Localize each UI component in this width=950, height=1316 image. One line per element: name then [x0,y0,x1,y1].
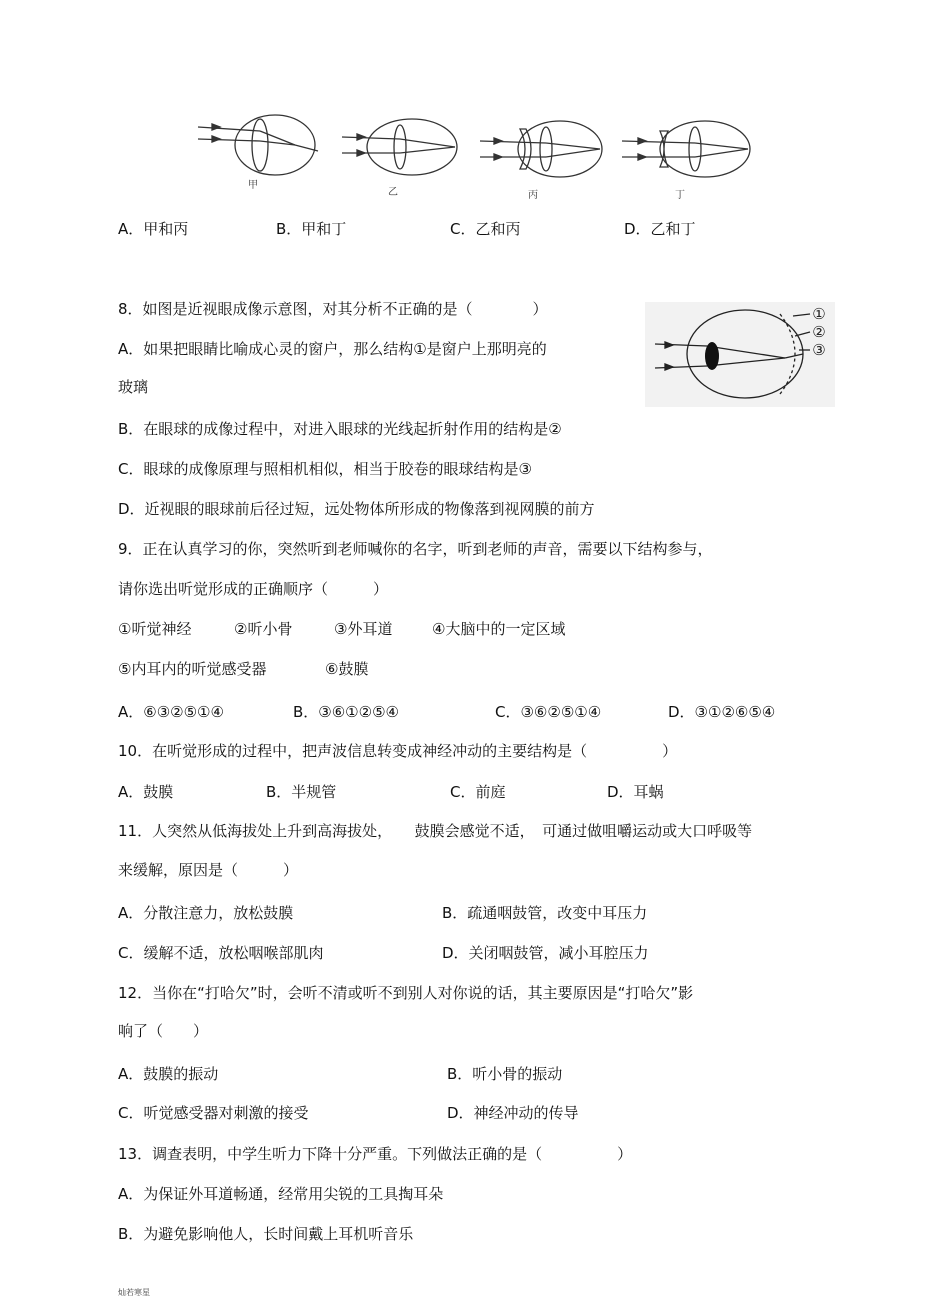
caption-bing: 丙 [528,190,538,200]
page-footer: 灿若寒星 [118,1288,150,1297]
eye-diagrams-figure [190,105,770,200]
q9-item-1: ①听觉神经 [118,620,192,638]
q9-option-d: D．③①②⑥⑤④ [668,703,776,721]
myopia-label-1: ① [812,305,826,323]
q13-option-b: B．为避免影响他人，长时间戴上耳机听音乐 [118,1225,414,1243]
q13-stem: 13．调查表明，中学生听力下降十分严重。下列做法正确的是（ ） [118,1145,633,1163]
q10-option-d: D．耳蜗 [607,783,664,801]
eye-diagram-ding [622,121,750,177]
myopia-eye-figure [645,302,835,407]
q10-option-c: C．前庭 [450,783,506,801]
eye-diagram-jia [198,115,318,175]
q9-item-3: ③外耳道 [334,620,393,638]
q12-option-c: C．听觉感受器对刺激的接受 [118,1104,309,1122]
q12-stem-line1: 12．当你在“打哈欠”时，会听不清或听不到别人对你说的话，其主要原因是“打哈欠”影 [118,984,694,1002]
q9-item-4: ④大脑中的一定区域 [432,620,566,638]
q7-option-a: A．甲和丙 [118,220,189,238]
q12-stem-line2: 响了（ ） [118,1022,209,1040]
q10-stem: 10．在听觉形成的过程中，把声波信息转变成神经冲动的主要结构是（ ） [118,742,678,760]
q7-option-d: D．乙和丁 [624,220,696,238]
myopia-label-2: ② [812,323,826,341]
q10-option-a: A．鼓膜 [118,783,174,801]
q12-option-b: B．听小骨的振动 [447,1065,563,1083]
q9-item-5: ⑤内耳内的听觉感受器 [118,660,267,678]
q12-option-a: A．鼓膜的振动 [118,1065,219,1083]
eye-diagram-bing [480,121,602,177]
q8-option-b: B．在眼球的成像过程中，对进入眼球的光线起折射作用的结构是② [118,420,562,438]
q9-stem-line2: 请你选出听觉形成的正确顺序（ ） [118,580,389,598]
q11-option-b: B．疏通咽鼓管，改变中耳压力 [442,904,648,922]
q9-option-b: B．③⑥①②⑤④ [293,703,399,721]
caption-ding: 丁 [675,190,685,200]
q9-option-a: A．⑥③②⑤①④ [118,703,224,721]
q8-option-d: D．近视眼的眼球前后径过短，远处物体所形成的物像落到视网膜的前方 [118,500,595,518]
q11-option-d: D．关闭咽鼓管，减小耳腔压力 [442,944,649,962]
eye-diagram-yi [342,119,457,175]
q10-option-b: B．半规管 [266,783,337,801]
caption-yi: 乙 [388,187,398,198]
q9-stem-line1: 9．正在认真学习的你，突然听到老师喊你的名字，听到老师的声音，需要以下结构参与， [118,540,713,558]
q8-option-a-line2: 玻璃 [118,378,149,396]
caption-jia: 甲 [248,180,258,191]
q11-stem-line2: 来缓解，原因是（ ） [118,861,299,879]
q13-option-a: A．为保证外耳道畅通，经常用尖锐的工具掏耳朵 [118,1185,444,1203]
q11-option-a: A．分散注意力，放松鼓膜 [118,904,294,922]
q11-option-c: C．缓解不适，放松咽喉部肌肉 [118,944,324,962]
myopia-label-3: ③ [812,341,826,359]
q11-stem-line1: 11．人突然从低海拔处上升到高海拔处， 鼓膜会感觉不适， 可通过做咀嚼运动或大口呼吸等 [118,822,753,840]
q9-option-c: C．③⑥②⑤①④ [495,703,602,721]
q8-option-c: C．眼球的成像原理与照相机相似，相当于胶卷的眼球结构是③ [118,460,532,478]
q7-option-b: B．甲和丁 [276,220,347,238]
q7-option-c: C．乙和丙 [450,220,521,238]
q9-item-6: ⑥鼓膜 [325,660,369,678]
q8-option-a-line1: A．如果把眼睛比喻成心灵的窗户，那么结构①是窗户上那明亮的 [118,340,547,358]
q12-option-d: D．神经冲动的传导 [447,1104,579,1122]
q8-stem: 8．如图是近视眼成像示意图，对其分析不正确的是（ ） [118,300,548,318]
q9-item-2: ②听小骨 [234,620,293,638]
